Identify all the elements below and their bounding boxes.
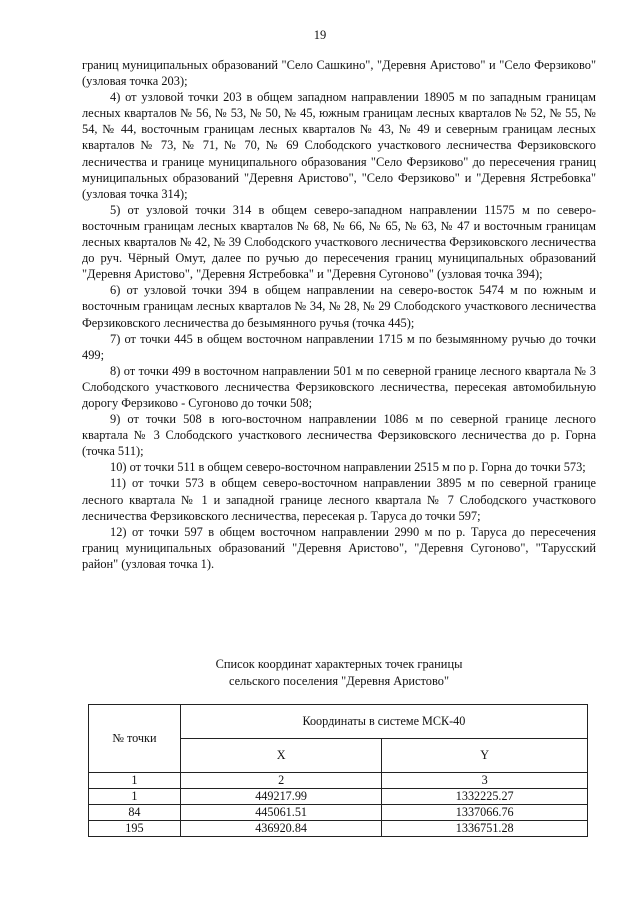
paragraph: 8) от точки 499 в восточном направлении 501 м по северной границе лесного квартала № 3 Слободского участкового лесничества Ферзиковского лесничества, пересекая автомобильную дорогу Ферзиково - Сугоново до точки 508; xyxy=(82,363,596,410)
table-cell: 436920.84 xyxy=(180,821,382,837)
body-text xyxy=(82,57,596,572)
paragraph: 9) от точки 508 в юго-восточном направлении 1086 м по северной границе лесного квартала № 3 Слободского участкового лесничества Ферзиковского лесничества до р. Горна (точка 511); xyxy=(82,412,596,459)
table-index-row xyxy=(89,773,588,789)
list-title-line: Список координат характерных точек границы xyxy=(215,657,463,671)
coordinate-system-header: Координаты в системе МСК-40 xyxy=(180,705,587,739)
table-header-row xyxy=(89,705,588,739)
list-title xyxy=(82,656,596,689)
table-row xyxy=(89,805,588,821)
paragraph: 11) от точки 573 в общем северо-восточном направлении 3895 м по северной границе лесного квартала № 1 и западной границе лесного квартала № 7 Слободского участкового лесничества Ферзиковского лесничества, пересекая р. Таруса до точки 597; xyxy=(82,476,596,523)
paragraph: 12) от точки 597 в общем восточном направлении 2990 м по р. Таруса до пересечения границ муниципальных образований "Деревня Аристово", "Деревня Сугоново", "Тарусский район" (узловая точка 1). xyxy=(82,524,596,571)
paragraph: 4) от узловой точки 203 в общем западном направлении 18905 м по западным границам лесных кварталов № 56, № 53, № 50, № 45, южным границам лесных кварталов № 52, № 55, № 54, № 44, восточным границам лесных кварталов № 43, № 49 и северным границам лесных кварталов № 73, № 71, № 70, № 69 Слободского участкового лесничества Ферзиковского лесничества и границе муниципального образования "Село Ферзиково" до пересечения границ муниципальных образований "Деревня Аристово", "Село Ферзиково" и "Деревня Ястребовка" (узловая точка 314); xyxy=(82,90,596,201)
table-cell: 2 xyxy=(180,773,382,789)
table-cell: 1 xyxy=(89,773,181,789)
table-cell: 84 xyxy=(89,805,181,821)
paragraph: 6) от узловой точки 394 в общем направлении на северо-восток 5474 м по южным и восточным границам лесных кварталов № 34, № 28, № 29 Слободского участкового лесничества Ферзиковского лесничества до безымянного ручья (точка 445); xyxy=(82,283,596,330)
table-cell: 1337066.76 xyxy=(382,805,588,821)
paragraph: 5) от узловой точки 314 в общем северо-западном направлении 11575 м по северо-восточным границам лесных кварталов № 68, № 66, № 65, № 63, № 47 и восточным границам лесных кварталов № 42, № 39 Слободского участкового лесничества Ферзиковского лесничества до руч. Чёрный Омут, далее по ручью до пересечения границ муниципальных образований "Деревня Аристово", "Деревня Ястребовка" и "Деревня Сугоново" (узловая точка 394); xyxy=(82,202,596,282)
table-cell: 1 xyxy=(89,789,181,805)
table-cell: 3 xyxy=(382,773,588,789)
list-title-line: сельского поселения "Деревня Аристово" xyxy=(228,673,450,688)
table-row xyxy=(89,821,588,837)
y-header: Y xyxy=(382,739,588,773)
page-number: 19 xyxy=(313,28,327,42)
table-cell: 449217.99 xyxy=(180,789,382,805)
table-cell: 1336751.28 xyxy=(382,821,588,837)
table-cell: 195 xyxy=(89,821,181,837)
coordinates-table xyxy=(88,704,588,837)
point-number-header: № точки xyxy=(89,705,181,773)
paragraph: 7) от точки 445 в общем восточном направлении 1715 м по безымянному ручью до точки 499; xyxy=(82,331,596,362)
table-cell: 1332225.27 xyxy=(382,789,588,805)
table-row xyxy=(89,789,588,805)
table-cell: 445061.51 xyxy=(180,805,382,821)
paragraph: 10) от точки 511 в общем северо-восточном направлении 2515 м по р. Горна до точки 573; xyxy=(110,460,586,475)
x-header: X xyxy=(180,739,382,773)
paragraph: границ муниципальных образований "Село Сашкино", "Деревня Аристово" и "Село Ферзиково" (узловая точка 203); xyxy=(82,58,596,89)
